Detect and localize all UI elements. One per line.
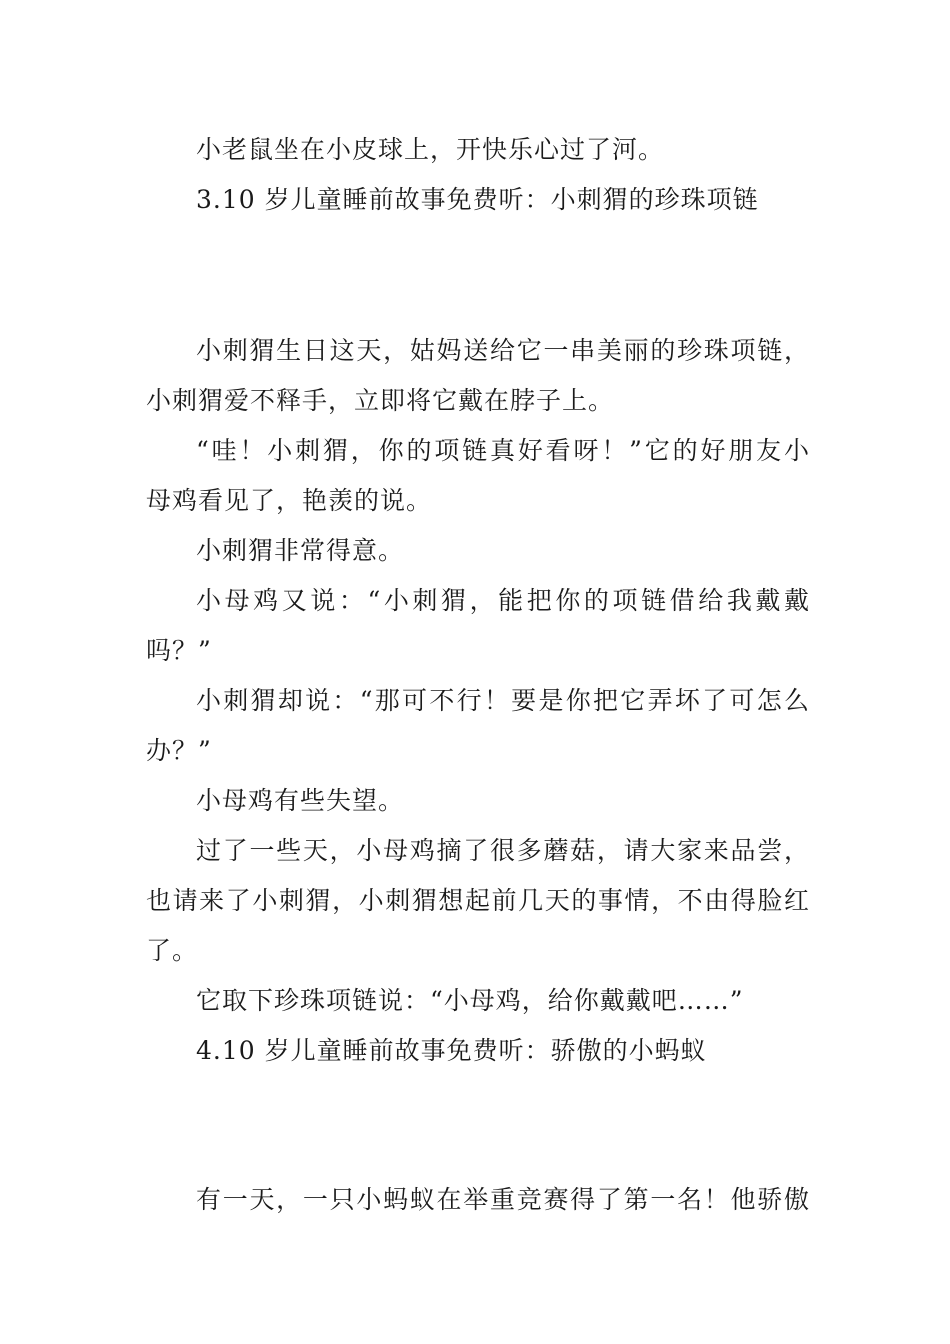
paragraph-line: 母鸡看见了，艳羡的说。 (146, 486, 433, 515)
paragraph-line: 吗？” (146, 636, 212, 665)
paragraph-line: 它取下珍珠项链说：“小母鸡，给你戴戴吧……” (196, 986, 744, 1015)
section-heading: 4.10 岁儿童睡前故事免费听：骄傲的小蚂蚁 (196, 1036, 707, 1065)
paragraph-line: 小母鸡有些失望。 (196, 786, 405, 815)
section-heading: 3.10 岁儿童睡前故事免费听：小刺猬的珍珠项链 (196, 185, 759, 214)
paragraph-line: 小刺猬却说：“那可不行！要是你把它弄坏了可怎么 (196, 686, 810, 715)
paragraph-line: 小老鼠坐在小皮球上，开快乐心过了河。 (196, 135, 665, 164)
paragraph-line: 小刺猬生日这天，姑妈送给它一串美丽的珍珠项链， (196, 336, 810, 365)
paragraph-line: 过了一些天，小母鸡摘了很多蘑菇，请大家来品尝， (196, 836, 810, 865)
paragraph-line: 有一天，一只小蚂蚁在举重竞赛得了第一名！他骄傲 (196, 1185, 810, 1214)
paragraph-line: 也请来了小刺猬，小刺猬想起前几天的事情，不由得脸红 (146, 886, 810, 915)
paragraph-line: 小刺猬爱不释手，立即将它戴在脖子上。 (146, 386, 615, 415)
paragraph-line: 办？” (146, 736, 212, 765)
paragraph-line: 小刺猬非常得意。 (196, 536, 405, 565)
paragraph-line: 小母鸡又说：“小刺猬，能把你的项链借给我戴戴 (196, 586, 810, 615)
paragraph-line: 了。 (146, 936, 199, 965)
paragraph-line: “哇！小刺猬，你的项链真好看呀！”它的好朋友小 (196, 436, 810, 465)
